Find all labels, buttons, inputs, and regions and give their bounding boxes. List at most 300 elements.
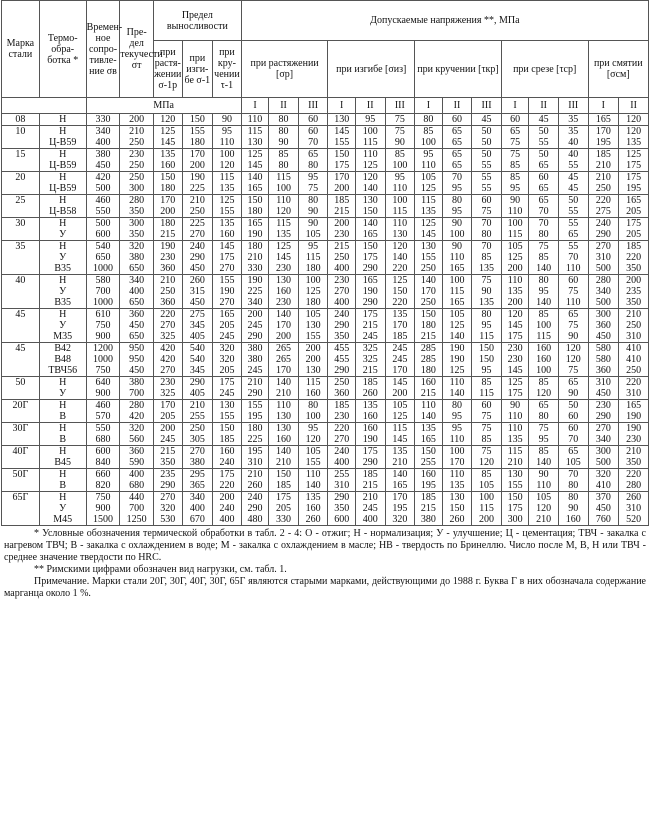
- cell-value: [120, 172, 154, 195]
- cell-line: 290: [334, 320, 350, 331]
- cell-value: [153, 423, 182, 446]
- cell-line: 60: [481, 195, 492, 206]
- cell-line: 120: [565, 343, 581, 354]
- cell-value: [269, 400, 299, 423]
- cell-line: 165: [219, 309, 235, 320]
- cell-value: [241, 343, 269, 377]
- cell-line: 110: [507, 275, 523, 286]
- cell-value: [153, 446, 182, 469]
- cell-line: 950: [129, 343, 145, 354]
- cell-value: [182, 114, 213, 126]
- cell-line: 70: [308, 137, 319, 148]
- cell-line: 85: [481, 252, 492, 263]
- cell-line: Н: [59, 469, 67, 480]
- cell-line: 200: [507, 297, 523, 308]
- cell-value: [442, 241, 472, 275]
- cell-line: 60: [568, 411, 579, 422]
- cell-value: [472, 423, 502, 446]
- cell-line: 215: [160, 446, 176, 457]
- cell-value: [558, 492, 588, 526]
- cell-line: 760: [595, 514, 611, 525]
- cell-line: 1000: [93, 354, 113, 365]
- cell-line: 360: [129, 446, 145, 457]
- cell-grade: 15: [2, 149, 40, 172]
- cell-value: [558, 172, 588, 195]
- cell-line: 75: [394, 126, 405, 137]
- cell-line: 230: [595, 400, 611, 411]
- cell-value: [269, 423, 299, 446]
- cell-line: 145: [334, 126, 350, 137]
- cell-value: [153, 241, 182, 275]
- cell-line: 500: [595, 263, 611, 274]
- cell-line: 230: [507, 354, 523, 365]
- cell-value: [120, 149, 154, 172]
- cell-line: 70: [481, 241, 492, 252]
- cell-value: [472, 275, 502, 309]
- cell-value: [120, 446, 154, 469]
- cell-value: [501, 126, 529, 149]
- cell-value: [472, 126, 502, 149]
- cell-line: 130: [305, 365, 321, 376]
- cell-line: 450: [595, 388, 611, 399]
- cell-line: 225: [247, 434, 263, 445]
- cell-line: 175: [362, 446, 378, 457]
- cell-line: 125: [219, 195, 235, 206]
- cell-line: 670: [189, 514, 205, 525]
- cell-line: 80: [278, 114, 289, 125]
- header-load-3: III: [385, 98, 415, 114]
- cell-value: [558, 195, 588, 218]
- cell-value: [269, 114, 299, 126]
- cell-line: 310: [626, 388, 642, 399]
- header-grade: Марка стали: [2, 1, 40, 98]
- header-load-1: I: [415, 98, 443, 114]
- cell-line: 180: [160, 183, 176, 194]
- cell-line: 85: [481, 377, 492, 388]
- cell-line: 175: [334, 160, 350, 171]
- cell-line: 350: [334, 331, 350, 342]
- cell-value: [298, 172, 328, 195]
- cell-line: 450: [595, 503, 611, 514]
- cell-line: 190: [626, 411, 642, 422]
- cell-line: 360: [129, 309, 145, 320]
- cell-value: [328, 114, 356, 126]
- header-load-1: I: [241, 98, 269, 114]
- header-load-1: I: [588, 98, 619, 114]
- cell-line: 250: [129, 160, 145, 171]
- table-row: [2, 218, 649, 241]
- cell-line: 550: [95, 206, 111, 217]
- header-end-torsion: при кру-чении τ-1: [213, 41, 242, 98]
- cell-line: 400: [362, 514, 378, 525]
- cell-value: [529, 446, 559, 469]
- header-unit: МПа: [86, 98, 241, 114]
- cell-line: 210: [626, 446, 642, 457]
- cell-line: 120: [565, 354, 581, 365]
- cell-line: 275: [595, 206, 611, 217]
- cell-line: 140: [276, 446, 292, 457]
- cell-line: 195: [595, 137, 611, 148]
- cell-line: 900: [95, 331, 111, 342]
- cell-line: 150: [507, 492, 523, 503]
- cell-value: [501, 195, 529, 218]
- cell-line: 420: [129, 411, 145, 422]
- cell-line: 175: [219, 377, 235, 388]
- cell-line: 180: [160, 218, 176, 229]
- cell-line: 500: [595, 297, 611, 308]
- cell-line: 245: [392, 343, 408, 354]
- cell-line: 95: [481, 365, 492, 376]
- cell-value: [415, 149, 443, 172]
- cell-line: 135: [626, 137, 642, 148]
- cell-line: 115: [536, 331, 551, 342]
- footnote-treatment: * Условные обозначения термической обработки в табл. 2 - 4: О - отжиг; Н - нормализация; У - улучшение; Ц - цементация; ТВЧ - закалка с нагревом ТВЧ; В - закалка с охлаждением в воде; М - закалка с охлаждением в масле; НВ - твердость по Бринеллю. Число после М, В, Н или ТВЧ - среднее значение твердости по HRC.: [4, 528, 646, 563]
- cell-line: 110: [507, 411, 523, 422]
- cell-line: 120: [305, 434, 321, 445]
- table-header: [2, 1, 649, 114]
- cell-line: 185: [334, 195, 350, 206]
- cell-line: 140: [362, 183, 378, 194]
- cell-value: [355, 492, 385, 526]
- cell-value: [328, 446, 356, 469]
- cell-value: [120, 218, 154, 241]
- cell-value: [501, 423, 529, 446]
- cell-line: 320: [392, 514, 408, 525]
- cell-line: 85: [510, 172, 521, 183]
- cell-line: 205: [219, 320, 235, 331]
- cell-line: 340: [595, 286, 611, 297]
- cell-value: [558, 309, 588, 343]
- cell-line: 40: [568, 149, 579, 160]
- cell-value: [153, 114, 182, 126]
- cell-line: 320: [219, 354, 235, 365]
- cell-value: [415, 400, 443, 423]
- cell-value: [241, 400, 269, 423]
- cell-value: [213, 275, 242, 309]
- cell-value: [385, 126, 415, 149]
- cell-value: [355, 241, 385, 275]
- cell-line: 100: [507, 218, 523, 229]
- cell-value: [182, 423, 213, 446]
- cell-value: [269, 309, 299, 343]
- cell-treatment: [39, 492, 86, 526]
- cell-line: 700: [129, 503, 145, 514]
- cell-line: 500: [95, 183, 111, 194]
- cell-line: 35: [568, 126, 579, 137]
- cell-value: [328, 400, 356, 423]
- cell-line: 70: [568, 252, 579, 263]
- cell-line: 60: [510, 114, 521, 125]
- cell-value: [355, 275, 385, 309]
- cell-value: [385, 423, 415, 446]
- cell-grade: 45: [2, 343, 40, 377]
- cell-line: У: [59, 252, 67, 263]
- cell-line: 105: [305, 309, 321, 320]
- cell-line: 130: [219, 400, 235, 411]
- table-row: [2, 149, 649, 172]
- cell-line: 160: [536, 343, 552, 354]
- cell-line: 750: [95, 492, 111, 503]
- cell-line: 170: [449, 457, 465, 468]
- cell-value: [213, 377, 242, 400]
- cell-line: 120: [160, 114, 176, 125]
- cell-value: [120, 343, 154, 377]
- cell-line: 260: [626, 492, 642, 503]
- cell-grade: 20Г: [2, 400, 40, 423]
- cell-line: 85: [538, 446, 549, 457]
- cell-value: [385, 446, 415, 469]
- cell-value: [385, 400, 415, 423]
- cell-line: 165: [595, 114, 611, 125]
- cell-line: 600: [95, 446, 111, 457]
- cell-line: 130: [392, 229, 408, 240]
- cell-line: 135: [507, 434, 523, 445]
- cell-treatment: [39, 126, 86, 149]
- cell-line: 115: [276, 172, 291, 183]
- cell-treatment: [39, 149, 86, 172]
- cell-line: 120: [479, 457, 495, 468]
- cell-line: 215: [362, 320, 378, 331]
- cell-value: [619, 241, 649, 275]
- cell-value: [415, 377, 443, 400]
- cell-value: [298, 241, 328, 275]
- cell-line: 230: [276, 297, 292, 308]
- cell-line: 120: [536, 388, 552, 399]
- cell-line: 110: [362, 149, 378, 160]
- cell-line: 110: [565, 297, 581, 308]
- cell-line: 400: [219, 514, 235, 525]
- cell-value: [442, 114, 472, 126]
- cell-line: 160: [305, 388, 321, 399]
- cell-line: 230: [129, 149, 145, 160]
- cell-line: 50: [481, 126, 492, 137]
- cell-line: 185: [362, 469, 378, 480]
- cell-line: 125: [449, 320, 465, 331]
- cell-line: 110: [449, 434, 465, 445]
- cell-line: 340: [95, 126, 111, 137]
- cell-line: 310: [626, 503, 642, 514]
- cell-treatment: [39, 400, 86, 423]
- cell-value: [501, 309, 529, 343]
- cell-line: 100: [536, 365, 552, 376]
- cell-line: 105: [536, 492, 552, 503]
- cell-value: [588, 423, 619, 446]
- cell-value: [86, 343, 120, 377]
- cell-value: [182, 400, 213, 423]
- cell-value: [558, 469, 588, 492]
- cell-line: 600: [334, 514, 350, 525]
- cell-line: 50: [538, 149, 549, 160]
- cell-line: 125: [276, 241, 292, 252]
- cell-line: 110: [305, 469, 321, 480]
- cell-line: 360: [160, 263, 176, 274]
- cell-value: [269, 149, 299, 172]
- cell-line: 250: [160, 286, 176, 297]
- cell-line: 140: [276, 377, 292, 388]
- cell-value: [619, 149, 649, 172]
- cell-value: [588, 400, 619, 423]
- cell-value: [442, 126, 472, 149]
- cell-line: 110: [507, 206, 523, 217]
- cell-line: 125: [392, 275, 408, 286]
- cell-line: 350: [626, 297, 642, 308]
- cell-line: 340: [595, 434, 611, 445]
- cell-line: Н: [59, 309, 67, 320]
- cell-line: 150: [334, 149, 350, 160]
- cell-line: 220: [334, 423, 350, 434]
- cell-value: [241, 126, 269, 149]
- cell-grade: 50: [2, 377, 40, 400]
- cell-line: 195: [247, 411, 263, 422]
- cell-value: [241, 241, 269, 275]
- cell-line: 200: [305, 354, 321, 365]
- cell-line: 360: [334, 388, 350, 399]
- cell-line: 125: [362, 160, 378, 171]
- cell-line: 170: [276, 365, 292, 376]
- cell-value: [213, 218, 242, 241]
- cell-line: 160: [160, 160, 176, 171]
- cell-value: [269, 241, 299, 275]
- cell-value: [385, 309, 415, 343]
- cell-line: 240: [595, 218, 611, 229]
- cell-line: 175: [362, 309, 378, 320]
- header-a-bending: при изгибе [σиз]: [328, 41, 415, 98]
- cell-line: 75: [481, 411, 492, 422]
- cell-value: [328, 469, 356, 492]
- cell-line: 70: [538, 218, 549, 229]
- cell-line: 90: [568, 331, 579, 342]
- cell-value: [328, 492, 356, 526]
- cell-line: Н: [59, 400, 67, 411]
- cell-value: [298, 492, 328, 526]
- cell-line: 165: [362, 229, 378, 240]
- cell-value: [355, 172, 385, 195]
- cell-value: [328, 241, 356, 275]
- cell-line: 220: [392, 297, 408, 308]
- cell-value: [529, 126, 559, 149]
- cell-line: 155: [189, 126, 205, 137]
- cell-line: 270: [334, 434, 350, 445]
- cell-value: [472, 149, 502, 172]
- cell-value: [153, 195, 182, 218]
- cell-line: 100: [392, 195, 408, 206]
- cell-line: 315: [189, 286, 205, 297]
- cell-value: [442, 343, 472, 377]
- cell-line: 650: [95, 252, 111, 263]
- cell-value: [328, 195, 356, 218]
- cell-line: 160: [305, 503, 321, 514]
- cell-line: 380: [129, 252, 145, 263]
- cell-line: 245: [362, 331, 378, 342]
- cell-line: 240: [189, 241, 205, 252]
- cell-treatment: [39, 275, 86, 309]
- cell-value: [472, 114, 502, 126]
- cell-line: В48: [54, 354, 72, 365]
- cell-line: 120: [392, 241, 408, 252]
- cell-value: [385, 492, 415, 526]
- cell-line: 300: [595, 446, 611, 457]
- cell-value: [241, 492, 269, 526]
- cell-line: 135: [420, 206, 436, 217]
- cell-line: 285: [420, 343, 436, 354]
- cell-value: [558, 446, 588, 469]
- cell-value: [472, 492, 502, 526]
- header-a-shear: при срезе [τср]: [501, 41, 588, 98]
- cell-line: 50: [481, 137, 492, 148]
- cell-line: 115: [392, 423, 408, 434]
- cell-value: [120, 275, 154, 309]
- cell-line: 75: [481, 446, 492, 457]
- cell-line: 140: [420, 275, 436, 286]
- cell-value: [442, 218, 472, 241]
- cell-value: [588, 195, 619, 218]
- cell-line: 240: [334, 446, 350, 457]
- cell-line: 170: [160, 195, 176, 206]
- cell-line: 95: [308, 172, 319, 183]
- header-load-2: II: [619, 98, 649, 114]
- table-row: [2, 114, 649, 126]
- cell-value: [385, 377, 415, 400]
- cell-line: 400: [189, 503, 205, 514]
- cell-line: 180: [305, 263, 321, 274]
- cell-line: 135: [479, 263, 495, 274]
- cell-value: [213, 149, 242, 172]
- cell-line: 185: [420, 492, 436, 503]
- cell-line: 245: [247, 365, 263, 376]
- cell-line: 80: [278, 160, 289, 171]
- cell-line: 205: [160, 411, 176, 422]
- cell-line: У: [59, 286, 67, 297]
- cell-line: 345: [189, 320, 205, 331]
- cell-line: 95: [451, 206, 462, 217]
- cell-line: 90: [568, 503, 579, 514]
- cell-line: 125: [160, 126, 176, 137]
- cell-line: 100: [536, 320, 552, 331]
- cell-line: 110: [421, 160, 436, 171]
- cell-value: [120, 195, 154, 218]
- cell-value: [298, 114, 328, 126]
- cell-value: [415, 492, 443, 526]
- cell-line: 225: [189, 218, 205, 229]
- cell-grade: 50Г: [2, 469, 40, 492]
- cell-line: 190: [626, 423, 642, 434]
- cell-value: [588, 114, 619, 126]
- cell-value: [558, 423, 588, 446]
- header-load-1: I: [501, 98, 529, 114]
- cell-value: [385, 469, 415, 492]
- cell-line: 215: [160, 229, 176, 240]
- cell-line: 70: [568, 469, 579, 480]
- cell-line: 230: [334, 275, 350, 286]
- cell-line: В45: [54, 457, 72, 468]
- cell-value: [241, 275, 269, 309]
- cell-line: 270: [595, 423, 611, 434]
- cell-line: 130: [420, 241, 436, 252]
- cell-line: 345: [189, 365, 205, 376]
- cell-value: [86, 149, 120, 172]
- cell-line: 135: [392, 446, 408, 457]
- cell-line: 90: [568, 388, 579, 399]
- cell-line: 150: [362, 206, 378, 217]
- cell-line: 270: [595, 241, 611, 252]
- cell-line: 105: [507, 241, 523, 252]
- table-body: [2, 114, 649, 526]
- table-row: [2, 309, 649, 343]
- cell-line: 260: [449, 514, 465, 525]
- cell-line: 200: [247, 309, 263, 320]
- cell-line: 455: [334, 343, 350, 354]
- cell-line: 155: [507, 480, 523, 491]
